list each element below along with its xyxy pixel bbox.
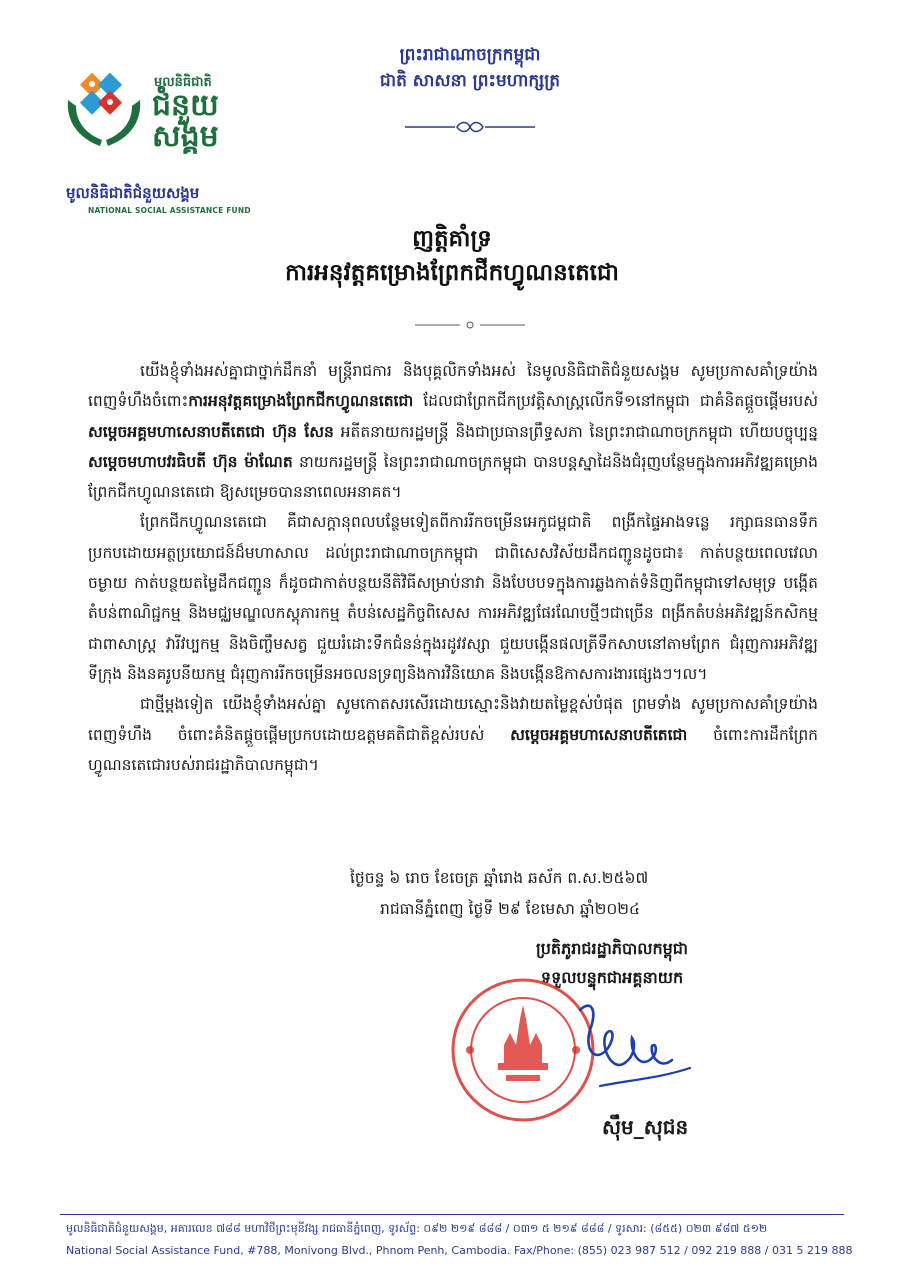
- footer-address-english: National Social Assistance Fund, #788, Monivong Blvd., Phnom Penh, Cambodia. Fax/Phone: (855) 023 987 512 / 092 219 888 / 031 5 219 888: [66, 1244, 853, 1257]
- p1-text-c: ដែលជាព្រែកជីកប្រវត្តិសាស្ត្រលើកទី១នៅកម្ពុជា ជាគំនិតផ្តួចផ្តើមរបស់: [413, 392, 818, 411]
- paragraph-2: ព្រែកជីកហ្វូណនតេជោ គឺជាសក្តានុពលបន្ថែមទៀតពីការរីកចម្រើនអេកូជម្ពជាតិ ពង្រីកផ្ទៃអាងទន្លេ រក្សាធនធានទឹកប្រកបដោយអត្ថប្រយោជន៍ដ៏មហាសាល ដល់ព្រះរាជាណាចក្រកម្ពុជា ជាពិសេសវិស័យដឹកជញ្ជូនដូចជា៖ កាត់បន្ថយពេលវេលា ចម្ងាយ កាត់បន្ថយតម្លៃដឹកជញ្ជូន ក៏ដូចជាកាត់បន្ថយនីតិវិធីសម្រាប់នាវា និងបែបបទក្នុងការឆ្លងកាត់ទំនិញពីកម្ពុជាទៅសមុទ្រ បង្កើតតំបន់ពាណិជ្ជកម្ម និងមជ្ឈមណ្ឌលកស្តុភារកម្ម តំបន់សេដ្ឋកិច្ចពិសេស ការអភិវឌ្ឍផែរណែបថ្មីៗជាច្រើន ពង្រីកតំបន់អភិវឌ្ឍន៍កសិកម្ម ជាពាសាស្ត្រ វារីវប្បកម្ម និងចិញ្ចឹមសត្វ ជួយរំដោះទឹកជំនន់ក្នុងរដូវវស្សា ជួយបង្កើនផលត្រីទឹកសាបនៅតាមព្រែក ជំរុញការអភិវឌ្ឍទីក្រុង និងនគរូបនីយកម្ម ជំរុញការរីកចម្រើនអចលនទ្រព្យនិងការវិនិយោគ និងបង្កើនឱកាសការងារផ្សេងៗ។ល។: [88, 513, 818, 683]
- logo-title-line2: សង្គម: [152, 119, 219, 154]
- paragraph-3: [88, 689, 818, 780]
- p1-hun-sen-title: សម្តេចអគ្គមហាសេនាបតីតេជោ ហ៊ុន សែន: [88, 422, 334, 441]
- footer-address-khmer: មូលនិធិជាតិជំនួយសង្គម, អគារលេខ ៧៨៨ មហាវិថីព្រះមុនីវង្ស រាជធានីភ្នំពេញ, ទូរស័ព្ទ: ០៩២ ២១៩ ៨៨៨ / ០៣១ ៥ ២១៩ ៨៨៨ / ទូរសារ: (៨៥៥) ០២៣ ៩៨៧ ៥១២: [66, 1222, 768, 1235]
- logo-hands-icon: [62, 66, 146, 150]
- lunar-date: ថ្ងៃចន្ទ ៦ រោច ខែចេត្រ ឆ្នាំរោង ឆស័ក ព.ស.២៥៦៧: [350, 869, 649, 887]
- title-line-1: ញត្តិគាំទ្រ: [412, 226, 492, 252]
- title-line-2: ការអនុវត្តគម្រោងព្រែកជីកហ្វូណនតេជោ: [285, 260, 619, 286]
- logo-title-line1: ជំនួយ: [152, 88, 219, 123]
- title-divider-icon: [395, 318, 545, 332]
- p1-text-g: នាយករដ្ឋមន្ត្រី នៃព្រះរាជាណាចក្រកម្ពុជា បានបន្តស្នាដៃនិងជំរុញបន្ថែមក្នុងការអភិវឌ្ឍគម្រោងព្រែកជីកហ្វូណនតេជោ ឱ្យសម្រេចបាននាពេលអនាគត។: [88, 452, 818, 502]
- signatory-title-line1: ប្រតិភូរាជរដ្ឋាភិបាលកម្ពុជា: [535, 939, 689, 958]
- solar-date: រាជធានីភ្នំពេញ ថ្ងៃទី ២៩ ខែមេសា ឆ្នាំ២០២៤: [380, 900, 641, 918]
- national-motto: ជាតិ សាសនា ព្រះមហាក្សត្រ: [379, 71, 561, 91]
- document-title: [130, 222, 774, 290]
- signatory-title-line2: ទទួលបន្ទុកជាអគ្គនាយក: [540, 968, 684, 987]
- p1-hun-manet-title: សម្តេចមហាបវរធិបតី ហ៊ុន ម៉ាណែត: [88, 452, 293, 471]
- logo-title-top: មូលនិធិជាតិ: [154, 75, 212, 90]
- kingdom-name: ព្រះរាជាណាចក្រកម្ពុជា: [399, 45, 541, 65]
- p1-project-name: ការអនុវត្តគម្រោងព្រែកជីកហ្វូណនតេជោ: [188, 392, 414, 411]
- kingdom-header: [300, 42, 640, 94]
- letter-body: [88, 356, 818, 780]
- logo-english-name: NATIONAL SOCIAL ASSISTANCE FUND: [88, 206, 251, 215]
- footer-divider: [60, 1214, 844, 1215]
- organization-name-khmer: មូលនិធិជាតិជំនួយសង្គម: [66, 184, 200, 202]
- p3-text-a: ជាថ្មីម្តងទៀត យើងខ្ញុំទាំងអស់គ្នា សូមកោតសរសើរដោយស្មោះនិងវាយតម្លៃខ្ពស់បំផុត ព្រមទាំង សូមប្រកាសគាំទ្រយ៉ាងពេញទំហឹង ចំពោះគំនិតផ្តួចផ្តើមប្រកបដោយឧត្តមគតិជាតិខ្ពស់របស់: [88, 695, 818, 744]
- p1-text-e: អតីតនាយករដ្ឋមន្ត្រី និងជាប្រធានព្រឹទ្ធសភា នៃព្រះរាជាណាចក្រកម្ពុជា ហើយបច្ចុប្បន្ន: [333, 422, 818, 441]
- p1-text-a: យើងខ្ញុំទាំងអស់គ្នាជាថ្នាក់ដឹកនាំ មន្ត្រីរាជការ និងបុគ្គលិកទាំងអស់ នៃមូលនិធិជាតិជំនួយសង្គម សូមប្រកាសគាំទ្រយ៉ាងពេញទំហឹងចំពោះ: [88, 362, 818, 411]
- paragraph-1: [88, 356, 818, 507]
- p3-text-c: ចំពោះការដឹកព្រែកហ្វូណនតេជោរបស់រាជរដ្ឋាភិបាលកម្ពុជា។: [88, 725, 818, 774]
- divider-ornament-icon: [395, 120, 545, 134]
- logo-title-main: [152, 90, 219, 152]
- signatory-name: ស៊ឹម_សុជន: [602, 1115, 689, 1139]
- p3-hun-sen-title: សម្តេចអគ្គមហាសេនាបតីតេជោ: [510, 725, 688, 744]
- handwritten-signature-icon: [560, 990, 700, 1100]
